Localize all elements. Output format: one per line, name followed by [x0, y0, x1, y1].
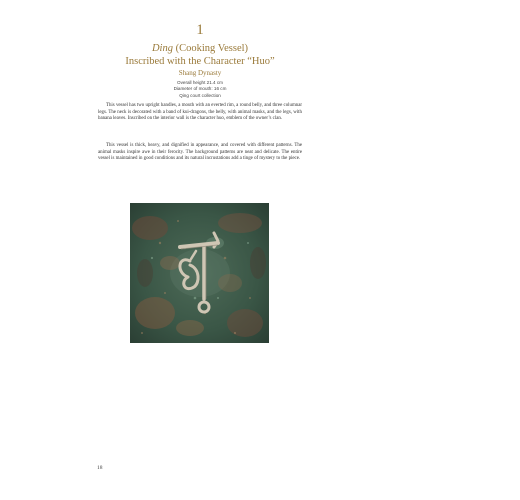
dynasty-label: Shang Dynasty — [178, 69, 222, 77]
description-paragraph-1 — [98, 103, 302, 123]
inscription-photo — [130, 203, 269, 343]
paragraph-1-text: This vessel has two upright handles, a mouth with an everted rim, a round belly, and three columnar legs. The neck is decorated with a band of kui-dragons, the belly, with animal masks, and the legs, with banana leaves. Inscribed on the interior wall is the character huo, emblem of the owner’s clan. — [98, 103, 302, 122]
entry-title — [0, 42, 400, 68]
object-metadata — [0, 80, 400, 99]
title-rest: (Cooking Vessel) — [172, 43, 249, 54]
collection-text: Qing court collection — [179, 92, 221, 98]
entry-number: 1 — [196, 22, 204, 38]
title-line-1 — [0, 42, 400, 55]
description-paragraph-2 — [98, 143, 302, 163]
title-italic: Ding — [151, 43, 173, 54]
diameter-text: Diameter of mouth: 16 cm — [173, 86, 227, 92]
title-subtitle: Inscribed with the Character “Huo” — [125, 56, 275, 67]
paragraph-2-text: This vessel is thick, heavy, and dignified in appearance, and covered with different patterns. The animal masks inspire awe in their ferocity. The background patterns are neat and delicate. The entire vessel is maintained in good conditions and its natural incrustations add a tinge of mystery to the piece. — [98, 143, 302, 162]
height-text: Overall height 21.4 cm — [177, 80, 223, 85]
page-number: 18 — [97, 465, 103, 471]
bronze-inscription-image — [130, 203, 269, 343]
